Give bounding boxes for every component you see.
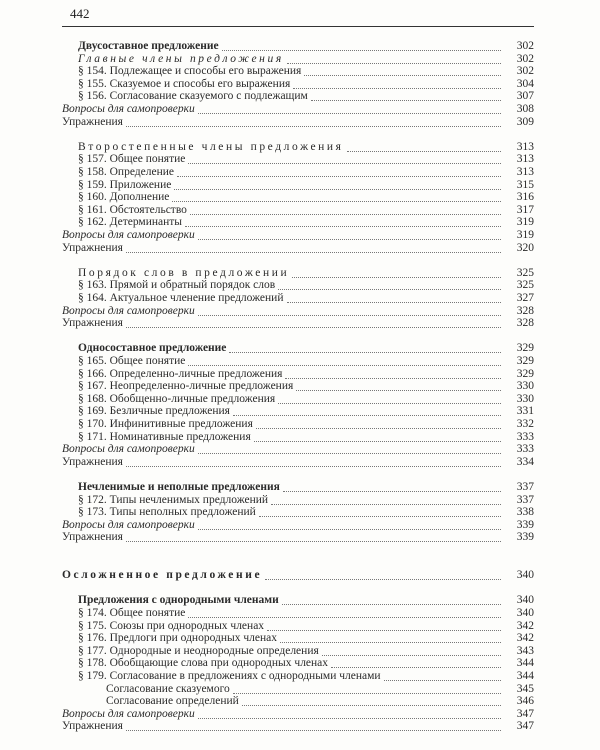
toc-entry-title: Упражнения bbox=[62, 455, 123, 468]
dot-leader bbox=[126, 541, 501, 542]
toc-entry-page: 337 bbox=[516, 493, 534, 506]
toc-entry-title: § 165. Общее понятие bbox=[78, 355, 186, 367]
toc-entry-page: 328 bbox=[516, 304, 534, 317]
toc-entry-page: 347 bbox=[516, 720, 534, 733]
toc-entry-page: 313 bbox=[516, 153, 534, 166]
toc-entry-page: 325 bbox=[516, 266, 534, 279]
toc-entry-page: 302 bbox=[516, 52, 534, 65]
toc-entry-page: 330 bbox=[516, 392, 534, 405]
toc-entry-title: Главные члены предложения bbox=[78, 52, 284, 65]
dot-leader bbox=[265, 579, 501, 580]
toc-entry-page: 346 bbox=[516, 695, 534, 708]
toc-entry-title: § 178. Обобщающие слова при однородных членах bbox=[78, 657, 329, 670]
toc-entry-title: Вопросы для самопроверки bbox=[62, 304, 195, 317]
toc-entry-page: 340 bbox=[516, 594, 534, 607]
toc-entry-page: 329 bbox=[516, 367, 534, 380]
toc-entry-title: § 170. Инфинитивные предложения bbox=[78, 418, 253, 430]
dot-leader bbox=[126, 466, 501, 467]
toc-entry bbox=[0, 530, 600, 544]
page-number: 442 bbox=[70, 6, 90, 21]
toc-entry-page: 347 bbox=[516, 707, 534, 720]
toc-entry-title: Вопросы для самопроверки bbox=[62, 518, 195, 531]
toc-entry-title: § 179. Согласование в предложениях с однородными членами bbox=[78, 670, 381, 682]
toc-entry-page: 343 bbox=[516, 644, 534, 657]
toc-entry-page: 319 bbox=[516, 229, 534, 241]
toc-entry bbox=[0, 568, 600, 582]
toc-entry-title: § 163. Прямой и обратный порядок слов bbox=[78, 279, 276, 292]
toc-entry-page: 344 bbox=[516, 670, 534, 682]
toc-entry-page: 304 bbox=[516, 77, 534, 90]
toc-entry-title: Упражнения bbox=[62, 115, 123, 128]
toc-entry-page: 319 bbox=[516, 216, 534, 229]
toc-entry-title: § 159. Приложение bbox=[78, 178, 172, 191]
toc-entry-title: § 172. Типы нечленимых предложений bbox=[78, 493, 269, 506]
toc-entry-page: 309 bbox=[516, 115, 534, 128]
header-rule bbox=[62, 26, 534, 27]
toc-entry-title: § 173. Типы неполных предложений bbox=[78, 506, 256, 519]
toc-entry-page: 325 bbox=[516, 279, 534, 292]
toc-entry-title: Согласование сказуемого bbox=[106, 682, 230, 695]
toc-entry-title: § 164. Актуальное членение предложений bbox=[78, 292, 284, 304]
toc-entry-title: Вопросы для самопроверки bbox=[62, 103, 195, 115]
toc-entry-title: § 174. Общее понятие bbox=[78, 607, 186, 619]
toc-entry-title: Вопросы для самопроверки bbox=[62, 707, 195, 720]
toc-entry-page: 317 bbox=[516, 203, 534, 216]
toc-entry-title: § 156. Согласование сказуемого с подлежащим bbox=[78, 90, 308, 103]
toc-entry-title: § 160. Дополнение bbox=[78, 191, 170, 204]
toc-entry-title: Порядок слов в предложении bbox=[78, 266, 290, 279]
toc-entry-page: 334 bbox=[516, 455, 534, 468]
dot-leader bbox=[126, 252, 501, 253]
toc-entry-title: Упражнения bbox=[62, 720, 123, 733]
toc-entry-title: Нечленимые и неполные предложения bbox=[78, 481, 280, 493]
toc-entry-page: 333 bbox=[516, 443, 534, 456]
toc-entry-page: 328 bbox=[516, 317, 534, 330]
toc-entry-title: § 169. Безличные предложения bbox=[78, 405, 230, 418]
toc-entry-page: 315 bbox=[516, 178, 534, 191]
toc-entry-title: Упражнения bbox=[62, 317, 123, 330]
toc-entry-title: § 176. Предлоги при однородных членах bbox=[78, 632, 277, 645]
toc-entry-page: 329 bbox=[516, 355, 534, 367]
toc-entry-title: § 155. Сказуемое и способы его выражения bbox=[78, 77, 291, 90]
toc-entry-page: 308 bbox=[516, 103, 534, 115]
toc-entry bbox=[0, 455, 600, 469]
toc-entry-title: Второстепенные члены предложения bbox=[78, 140, 344, 153]
toc-entry-title: Осложненное предложение bbox=[62, 569, 263, 582]
toc-entry-title: Вопросы для самопроверки bbox=[62, 443, 195, 456]
toc-entry-title: § 175. Союзы при однородных членах bbox=[78, 619, 265, 632]
toc-entry-title: § 166. Определенно-личные предложения bbox=[78, 367, 283, 380]
dot-leader bbox=[126, 327, 501, 328]
toc-entry-page: 339 bbox=[516, 518, 534, 531]
toc-entry-title: Предложения с однородными членами bbox=[78, 594, 279, 607]
toc-entry-title: § 167. Неопределенно-личные предложения bbox=[78, 380, 294, 393]
toc-entry-page: 307 bbox=[516, 90, 534, 103]
toc-entry-title: § 161. Обстоятельство bbox=[78, 203, 187, 216]
toc-entry bbox=[0, 115, 600, 129]
toc-entry-title: Двусоставное предложение bbox=[78, 40, 219, 52]
toc-entry-title: Согласование определений bbox=[106, 695, 239, 708]
toc-entry-page: 329 bbox=[516, 342, 534, 355]
toc-entry-page: 338 bbox=[516, 506, 534, 519]
toc-entry bbox=[0, 719, 600, 733]
toc-entry bbox=[0, 241, 600, 255]
toc-entry-page: 337 bbox=[516, 481, 534, 493]
toc-entry-page: 332 bbox=[516, 418, 534, 430]
toc-entry-title: § 177. Однородные и неоднородные определения bbox=[78, 644, 319, 657]
toc-entry-page: 342 bbox=[516, 619, 534, 632]
toc-entry-page: 302 bbox=[516, 65, 534, 78]
toc-entry-page: 320 bbox=[516, 241, 534, 254]
toc-entry-page: 340 bbox=[516, 607, 534, 619]
toc-entry-page: 344 bbox=[516, 657, 534, 670]
toc-entry-page: 316 bbox=[516, 191, 534, 204]
toc-entry-page: 327 bbox=[516, 292, 534, 304]
toc-entry-title: Односоставное предложение bbox=[78, 342, 227, 355]
toc-entry-page: 331 bbox=[516, 405, 534, 418]
toc-entry-page: 330 bbox=[516, 380, 534, 393]
toc-entry-page: 302 bbox=[516, 40, 534, 52]
toc-entry-title: § 171. Номинативные предложения bbox=[78, 430, 251, 443]
toc-entry-title: Упражнения bbox=[62, 241, 123, 254]
toc-entry bbox=[0, 316, 600, 330]
toc-entry-page: 345 bbox=[516, 682, 534, 695]
toc-entry-page: 313 bbox=[516, 140, 534, 153]
toc-entry-page: 313 bbox=[516, 166, 534, 178]
toc-entry-page: 340 bbox=[516, 569, 534, 582]
toc-entry-title: § 168. Обобщенно-личные предложения bbox=[78, 392, 276, 405]
toc-entry-title: § 158. Определение bbox=[78, 166, 174, 178]
toc-entry-title: Упражнения bbox=[62, 531, 123, 544]
toc-entry-title: § 162. Детерминанты bbox=[78, 216, 183, 229]
dot-leader bbox=[126, 126, 501, 127]
dot-leader bbox=[126, 730, 501, 731]
toc-entry-page: 333 bbox=[516, 430, 534, 443]
toc-entry-page: 342 bbox=[516, 632, 534, 645]
toc-entry-title: § 157. Общее понятие bbox=[78, 153, 186, 166]
toc-entry-title: Вопросы для самопроверки bbox=[62, 229, 195, 241]
toc-entry-page: 339 bbox=[516, 531, 534, 544]
toc-entry-title: § 154. Подлежащее и способы его выражения bbox=[78, 65, 302, 78]
